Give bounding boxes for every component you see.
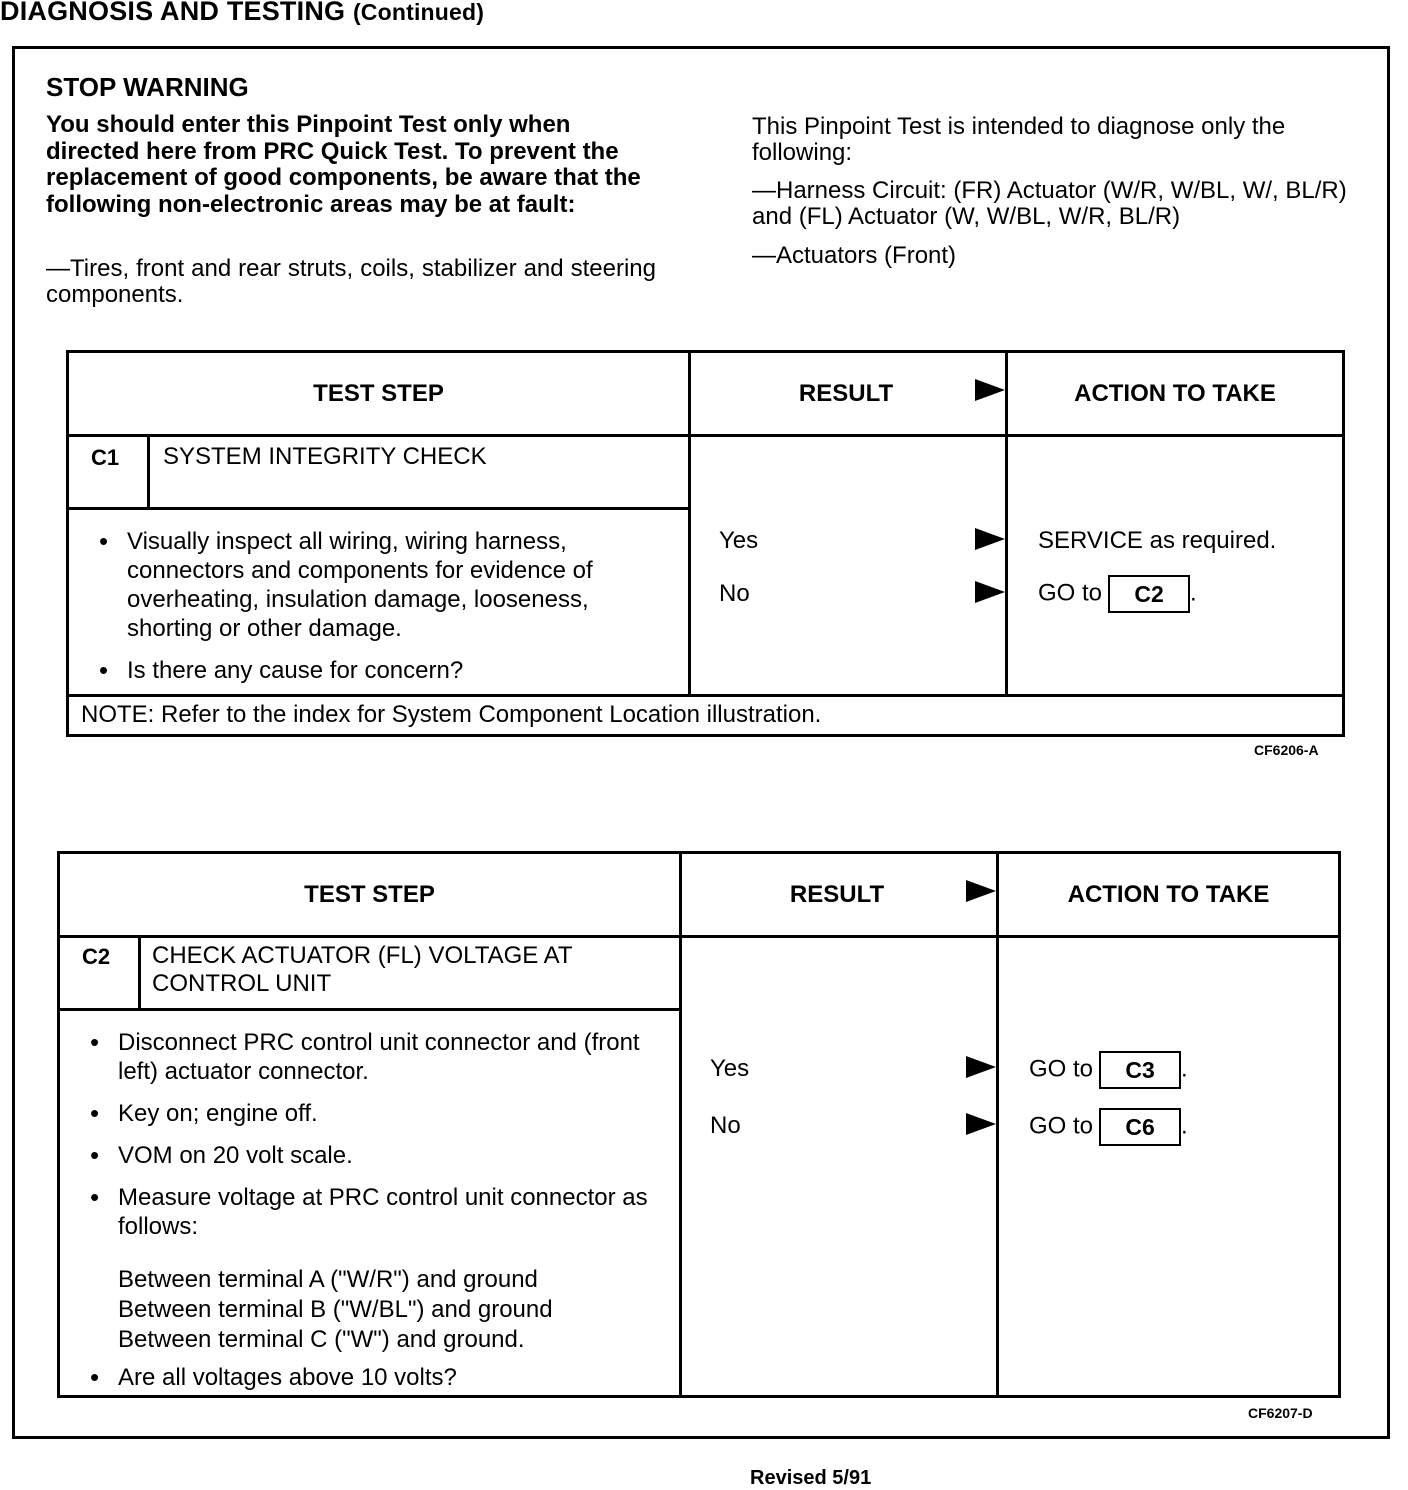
test-step-header: [68, 352, 690, 436]
c2-instruction-list: [88, 1028, 668, 1254]
list-item: • Visually inspect all wiring, wiring harness, connectors and components for evidence of overheating, insulation damage, looseness, shorting or other damage.: [97, 527, 677, 643]
arrow-icon: [966, 880, 996, 902]
action-service: SERVICE as required.: [1038, 527, 1277, 554]
test-step-header-label: TEST STEP: [313, 379, 444, 407]
result-yes: Yes: [719, 527, 759, 554]
c1-note: [68, 696, 1344, 736]
goto-c3-link[interactable]: C3: [1099, 1051, 1181, 1089]
stop-warning-body: You should enter this Pinpoint Test only when directed here from PRC Quick Test. To prevent the replacement of good components, be aware that the following non-electronic areas may be at fault:: [46, 111, 641, 218]
c2-final-list: [88, 1363, 668, 1392]
arrow-icon: [966, 1056, 996, 1078]
c1-results-cell: [690, 436, 1007, 696]
terminal-list: [118, 1265, 553, 1355]
step-id-c1: C1: [91, 445, 120, 470]
step-title-c1: SYSTEM INTEGRITY CHECK: [163, 443, 487, 470]
period: .: [1181, 1055, 1188, 1083]
c2-title-divider: [138, 1008, 679, 1011]
c1-title-divider: [147, 507, 688, 510]
go-to-label: GO to: [1029, 1055, 1094, 1083]
list-item: • Disconnect PRC control unit connector and (front left) actuator connector.: [88, 1028, 668, 1086]
result-header: [681, 853, 998, 937]
continued-label: (Continued): [352, 0, 485, 25]
list-item: • Are all voltages above 10 volts?: [88, 1363, 668, 1392]
result-no: No: [719, 580, 750, 607]
result-header-label: RESULT: [789, 880, 885, 908]
action-header-label: ACTION TO TAKE: [1067, 880, 1270, 908]
action-go-to-c2: [1038, 575, 1197, 613]
result-yes: Yes: [710, 1055, 750, 1082]
action-header-label: ACTION TO TAKE: [1074, 379, 1276, 407]
c1-instruction-list: [97, 527, 677, 698]
list-item: • Is there any cause for concern?: [97, 656, 677, 685]
action-header: [1007, 352, 1344, 436]
non-electronic-areas: —Tires, front and rear struts, coils, stabilizer and steering components.: [46, 255, 656, 308]
test-intent-intro: This Pinpoint Test is intended to diagnose only the following:: [752, 113, 1286, 166]
actuators-item: —Actuators (Front): [752, 242, 957, 269]
stop-warning-heading: STOP WARNING: [46, 72, 249, 102]
step-title-c2: CHECK ACTUATOR (FL) VOLTAGE AT CONTROL UNIT: [152, 942, 573, 997]
note-text: NOTE: Refer to the index for System Component Location illustration.: [81, 701, 822, 728]
figure-id-c1: CF6206-A: [1254, 742, 1319, 758]
arrow-icon: [975, 379, 1005, 401]
period: .: [1190, 579, 1197, 607]
result-header-label: RESULT: [798, 379, 894, 407]
go-to-label: GO to: [1038, 579, 1103, 607]
list-item: • VOM on 20 volt scale.: [88, 1141, 668, 1170]
c1-step-cell: [68, 436, 690, 696]
c2-results-cell: [681, 937, 998, 1397]
goto-c6-link[interactable]: C6: [1099, 1108, 1181, 1146]
period: .: [1181, 1112, 1188, 1140]
c2-step-cell: [59, 937, 681, 1397]
page-title-text: DIAGNOSIS AND TESTING: [0, 0, 346, 26]
test-table-c2: [57, 851, 1341, 1398]
list-item: • Measure voltage at PRC control unit connector as follows:: [88, 1183, 668, 1241]
result-no: No: [710, 1112, 741, 1139]
action-header: [998, 853, 1340, 937]
harness-circuit-item: —Harness Circuit: (FR) Actuator (W/R, W/BL, W/, BL/R) and (FL) Actuator (W, W/BL, W/R, BL/R): [752, 177, 1347, 230]
test-table-c1: [66, 350, 1345, 737]
revised-date: Revised 5/91: [750, 1467, 872, 1489]
arrow-icon: [975, 581, 1005, 603]
c2-actions-cell: [998, 937, 1340, 1397]
action-go-to-c6: [1029, 1108, 1188, 1146]
page-title: [0, 0, 484, 27]
figure-id-c2: CF6207-D: [1248, 1405, 1313, 1421]
arrow-icon: [975, 528, 1005, 550]
arrow-icon: [966, 1113, 996, 1135]
action-go-to-c3: [1029, 1051, 1188, 1089]
goto-c2-link[interactable]: C2: [1108, 575, 1190, 613]
go-to-label: GO to: [1029, 1112, 1094, 1140]
test-step-header: [59, 853, 681, 937]
result-header: [690, 352, 1007, 436]
c1-actions-cell: [1007, 436, 1344, 696]
terminal-b: Between terminal B ("W/BL") and ground: [118, 1296, 553, 1323]
list-item: • Key on; engine off.: [88, 1099, 668, 1128]
terminal-c: Between terminal C ("W") and ground.: [118, 1326, 525, 1353]
test-step-header-label: TEST STEP: [304, 880, 435, 908]
step-id-c2: C2: [82, 944, 111, 969]
terminal-a: Between terminal A ("W/R") and ground: [118, 1266, 538, 1293]
